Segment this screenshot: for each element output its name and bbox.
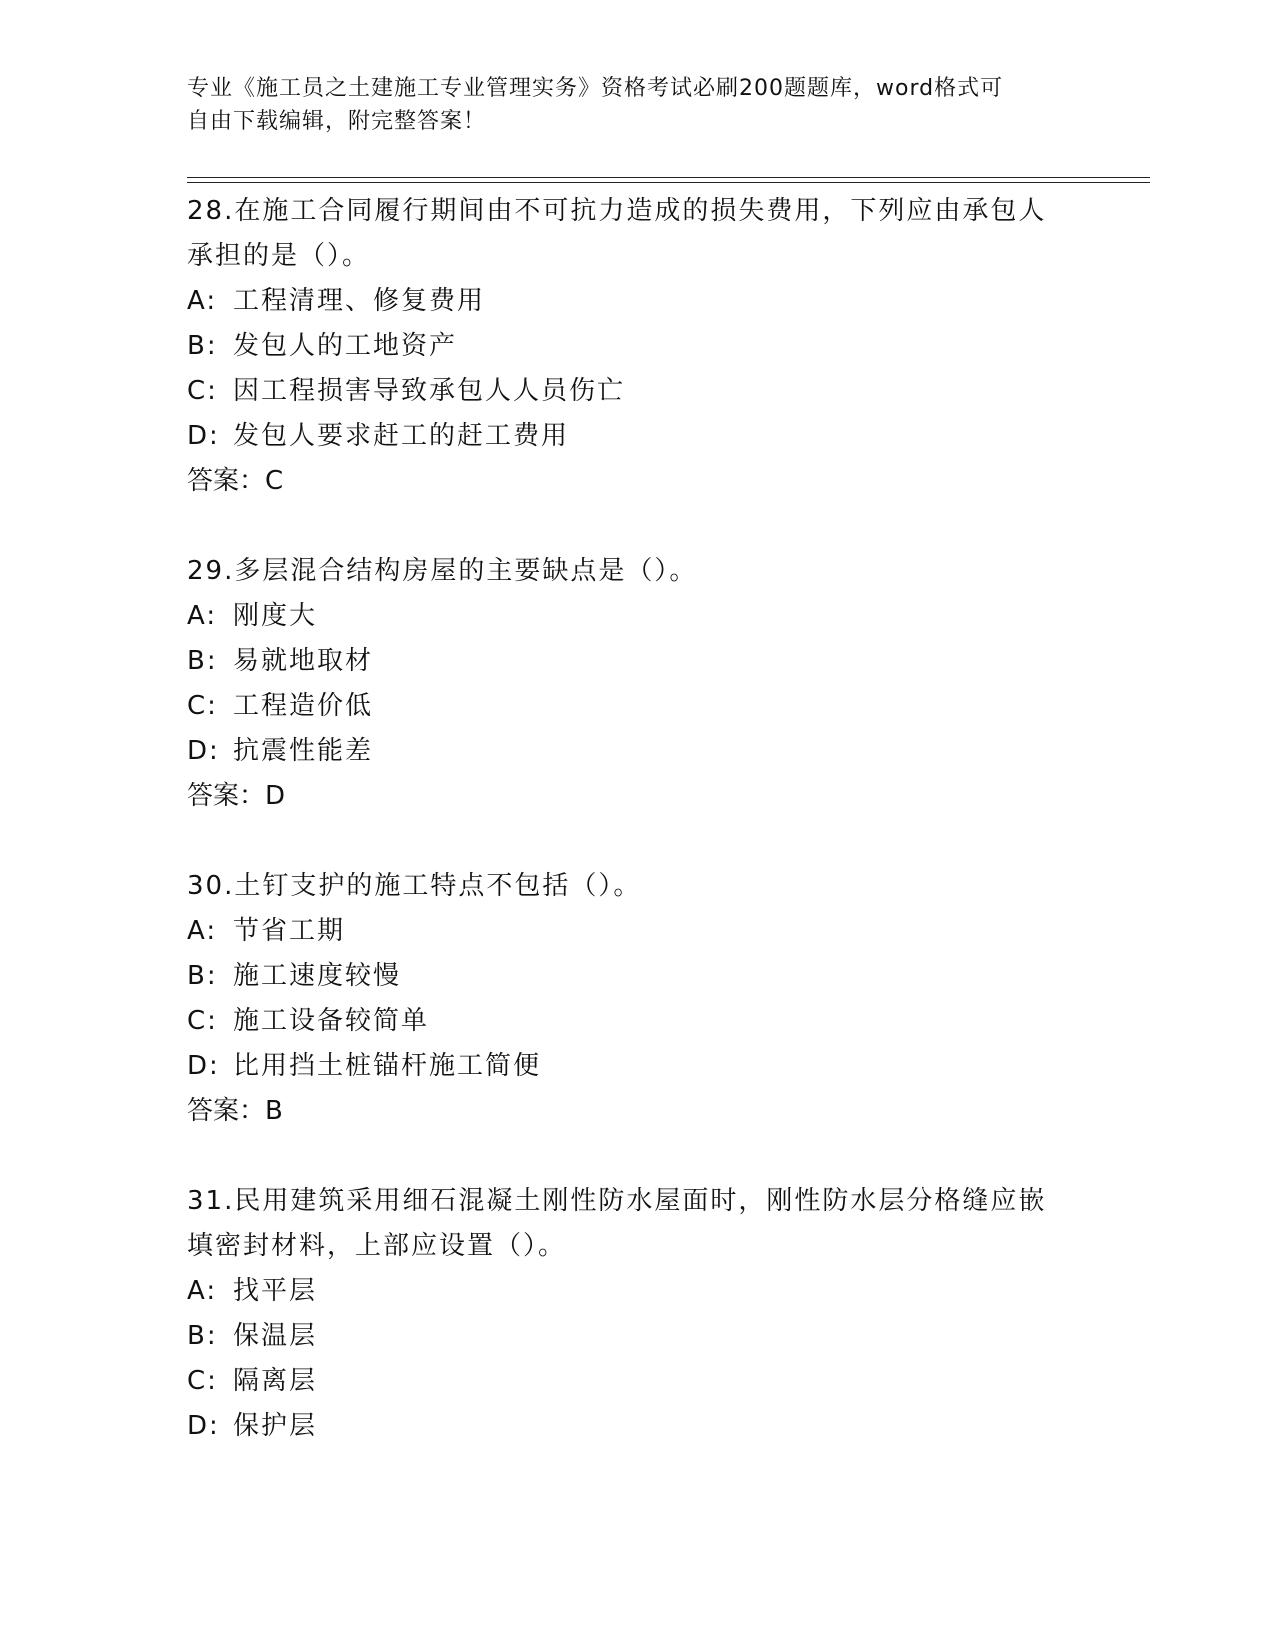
- option-label: D:: [187, 421, 220, 451]
- option-text: 易就地取材: [233, 646, 374, 676]
- option-text: 找平层: [233, 1276, 318, 1306]
- option-label: C:: [187, 691, 218, 721]
- option-text: 工程造价低: [233, 691, 374, 721]
- question-text: 31.民用建筑采用细石混凝土刚性防水屋面时，刚性防水层分格缝应嵌: [187, 1186, 1047, 1216]
- option-text: 刚度大: [233, 601, 318, 631]
- option-c: [187, 369, 1087, 414]
- option-label: B:: [187, 331, 218, 361]
- option-text: 隔离层: [233, 1366, 318, 1396]
- spacer: [187, 819, 1087, 864]
- question-text: 30.土钉支护的施工特点不包括（）。: [187, 871, 642, 901]
- question-text: 29.多层混合结构房屋的主要缺点是（）。: [187, 556, 698, 586]
- option-c: [187, 684, 1087, 729]
- question-31: [187, 1179, 1087, 1449]
- option-text: 发包人的工地资产: [233, 331, 458, 361]
- option-label: A:: [187, 601, 218, 631]
- answer: 答案：B: [187, 1096, 283, 1126]
- option-label: C:: [187, 1006, 218, 1036]
- header-line-1: 专业《施工员之土建施工专业管理实务》资格考试必刷200题题库，word格式可: [187, 76, 1004, 101]
- option-text: 工程清理、修复费用: [233, 286, 486, 316]
- header-divider-bottom: [187, 182, 1150, 183]
- question-30: [187, 864, 1087, 1134]
- option-d: [187, 729, 1087, 774]
- option-label: C:: [187, 1366, 218, 1396]
- option-b: [187, 954, 1087, 999]
- question-29: [187, 549, 1087, 819]
- spacer: [187, 504, 1087, 549]
- option-a: [187, 1269, 1087, 1314]
- option-text: 因工程损害导致承包人人员伤亡: [233, 376, 626, 406]
- option-label: D:: [187, 1411, 220, 1441]
- question-text: 28.在施工合同履行期间由不可抗力造成的损失费用，下列应由承包人: [187, 196, 1047, 226]
- option-b: [187, 639, 1087, 684]
- option-text: 施工设备较简单: [233, 1006, 430, 1036]
- option-label: D:: [187, 1051, 220, 1081]
- document-header: [187, 72, 1067, 138]
- option-d: [187, 1404, 1087, 1449]
- option-label: A:: [187, 286, 218, 316]
- option-text: 发包人要求赶工的赶工费用: [233, 421, 570, 451]
- option-text: 施工速度较慢: [233, 961, 402, 991]
- question-list: [187, 189, 1087, 1449]
- option-text: 比用挡土桩锚杆施工简便: [233, 1051, 542, 1081]
- option-a: [187, 594, 1087, 639]
- option-text: 节省工期: [233, 916, 346, 946]
- question-text-continued: 承担的是（）。: [187, 241, 371, 271]
- option-b: [187, 1314, 1087, 1359]
- option-c: [187, 999, 1087, 1044]
- option-label: A:: [187, 916, 218, 946]
- option-d: [187, 1044, 1087, 1089]
- option-label: C:: [187, 376, 218, 406]
- option-text: 保温层: [233, 1321, 318, 1351]
- option-label: D:: [187, 736, 220, 766]
- option-a: [187, 909, 1087, 954]
- option-text: 保护层: [233, 1411, 318, 1441]
- option-a: [187, 279, 1087, 324]
- option-label: B:: [187, 1321, 218, 1351]
- answer: 答案：C: [187, 466, 284, 496]
- spacer: [187, 1134, 1087, 1179]
- option-d: [187, 414, 1087, 459]
- option-b: [187, 324, 1087, 369]
- option-label: B:: [187, 961, 218, 991]
- header-line-2: 自由下载编辑，附完整答案！: [187, 109, 487, 134]
- header-divider-top: [187, 177, 1150, 178]
- option-label: B:: [187, 646, 218, 676]
- answer: 答案：D: [187, 781, 286, 811]
- option-text: 抗震性能差: [233, 736, 374, 766]
- option-c: [187, 1359, 1087, 1404]
- option-label: A:: [187, 1276, 218, 1306]
- question-text-continued: 填密封材料，上部应设置（）。: [187, 1231, 567, 1261]
- question-28: [187, 189, 1087, 504]
